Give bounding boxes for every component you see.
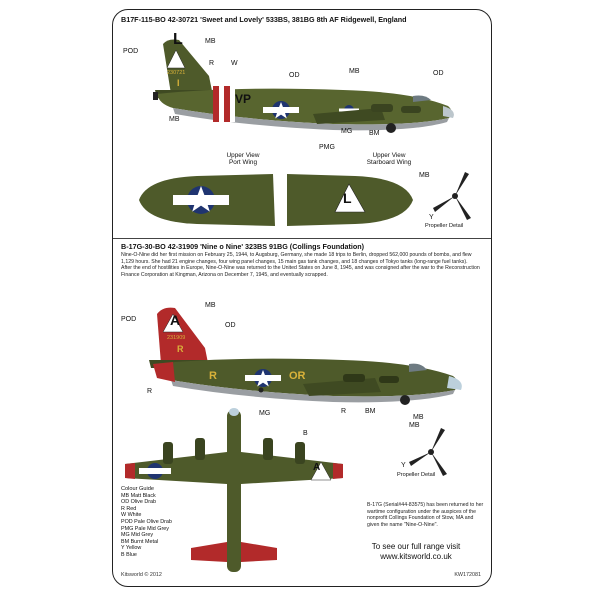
colour-guide-item: PMG Pale Mid Grey <box>121 525 169 532</box>
section-divider <box>113 238 491 239</box>
colour-guide-title: Colour Guide <box>121 486 154 492</box>
plan-letter: A <box>313 462 321 473</box>
prop1-label-detail: Propeller Detail <box>425 223 464 229</box>
callout2-mb: MB <box>205 302 216 309</box>
callout-mb-2: MB <box>349 68 360 75</box>
prop2-label-y: Y <box>401 462 406 469</box>
callout2-pod: POD <box>121 316 137 323</box>
decal-sheet <box>112 9 492 587</box>
wing-caption-port-line1: Upper View <box>226 152 260 159</box>
callout-pmg: PMG <box>319 144 335 151</box>
promo-text: To see our full range visit <box>371 542 461 551</box>
prop2-label-mb: MB <box>409 422 420 429</box>
callout-r: R <box>209 60 215 67</box>
aircraft1-serial: 230721 <box>167 70 186 76</box>
aircraft1-tail-sub: I <box>177 78 180 88</box>
aircraft2-tail-letter: A <box>170 312 181 328</box>
callout-od-2: OD <box>433 70 444 77</box>
colour-guide-item: B Blue <box>121 551 137 558</box>
colour-guide <box>121 486 172 559</box>
aircraft2-side-letter-r: R <box>209 370 217 382</box>
prop2-label-detail: Propeller Detail <box>397 472 436 478</box>
callout2-mb-2: MB <box>413 414 424 421</box>
colour-guide-item: R Red <box>121 505 137 512</box>
callout-mb-3: MB <box>169 116 180 123</box>
wing-caption-port <box>203 152 283 166</box>
footer-copyright: Kitsworld © 2012 <box>121 572 162 578</box>
colour-guide-item: BM Burnt Metal <box>121 538 159 545</box>
wing-caption-starboard-line1: Upper View <box>372 152 406 159</box>
callout2-r: R <box>147 388 153 395</box>
aircraft2-title: B-17G-30-BO 42-31909 'Nine o Nine' 323BS 91BG (Collings Foundation) <box>121 242 365 251</box>
callout-mb: MB <box>205 38 216 45</box>
aircraft2-side-letters-or: OR <box>289 370 306 382</box>
callout2-r-2: R <box>341 408 347 415</box>
callout-mg: MG <box>341 128 353 135</box>
colour-guide-item: W White <box>121 512 142 519</box>
prop1-label-mb: MB <box>419 172 430 179</box>
promo-block <box>345 542 487 562</box>
wing-caption-starboard-line2: Starboard Wing <box>366 159 412 166</box>
wing-caption-port-line2: Port Wing <box>228 159 258 166</box>
colour-guide-item: MB Matt Black <box>121 492 156 499</box>
prop1-label-y: Y <box>429 214 434 221</box>
aircraft2-description-p2: After the end of hostilities in Europe, Nine-O-Nine was returned to the United States on June 8, 1945, and was consigned after the war to the Reconstruction Finance Corporation at Kingman, Arizona on December 7, 1945, and eventually scrapped. <box>121 265 480 278</box>
callout2-bm: BM <box>365 408 376 415</box>
plan-callout-b: B <box>303 430 308 437</box>
colour-guide-item: Y Yellow <box>121 545 142 552</box>
aircraft1-stripe-red-1 <box>213 86 219 122</box>
callout2-od: OD <box>225 322 236 329</box>
footer-code: KW172081 <box>454 572 481 578</box>
aircraft2-tail-sub: R <box>177 344 184 354</box>
callout-pod: POD <box>123 48 139 55</box>
colour-guide-item: POD Pale Olive Drab <box>121 518 172 525</box>
callout-w: W <box>231 60 238 67</box>
promo-url[interactable]: www.kitsworld.co.uk <box>380 552 452 561</box>
aircraft2-description <box>121 252 483 278</box>
starboard-wing-letter: L <box>343 190 352 206</box>
callout-bm: BM <box>369 130 380 137</box>
colour-guide-item: OD Olive Drab <box>121 499 157 506</box>
aircraft1-port-wing <box>137 170 277 230</box>
b17g-note: B-17G (Serial#44-83575) has been returned to her wartime configuration under the auspices of the nonprofit Collings Foundation of Stow, MA and given the name "Nine-O-Nine". <box>367 502 484 528</box>
aircraft1-propeller-detail <box>431 168 481 224</box>
aircraft2-serial: 231909 <box>167 335 186 341</box>
aircraft2-description-p1: Nine-O-Nine did her first mission on February 25, 1944, to Augsburg, Germany, she made 18 trips to Berlin, dropped 562,000 pounds of bombs, and flew 1,129 hours. She had 21 engine changes, four wing panel changes, 15 main gas tank changes, and 18 changes of Tokyo tanks (long-range fuel tanks). <box>121 252 472 265</box>
callout-od: OD <box>289 72 300 79</box>
wing-caption-starboard <box>349 152 429 166</box>
callout2-mg: MG <box>259 410 271 417</box>
aircraft1-side-code: VP <box>235 92 252 106</box>
colour-guide-item: MG Mid Grey <box>121 532 154 539</box>
aircraft1-tail-letter: L <box>173 31 183 48</box>
aircraft1-title: B17F-115-BO 42-30721 'Sweet and Lovely' 533BS, 381BG 8th AF Ridgewell, England <box>121 15 407 24</box>
